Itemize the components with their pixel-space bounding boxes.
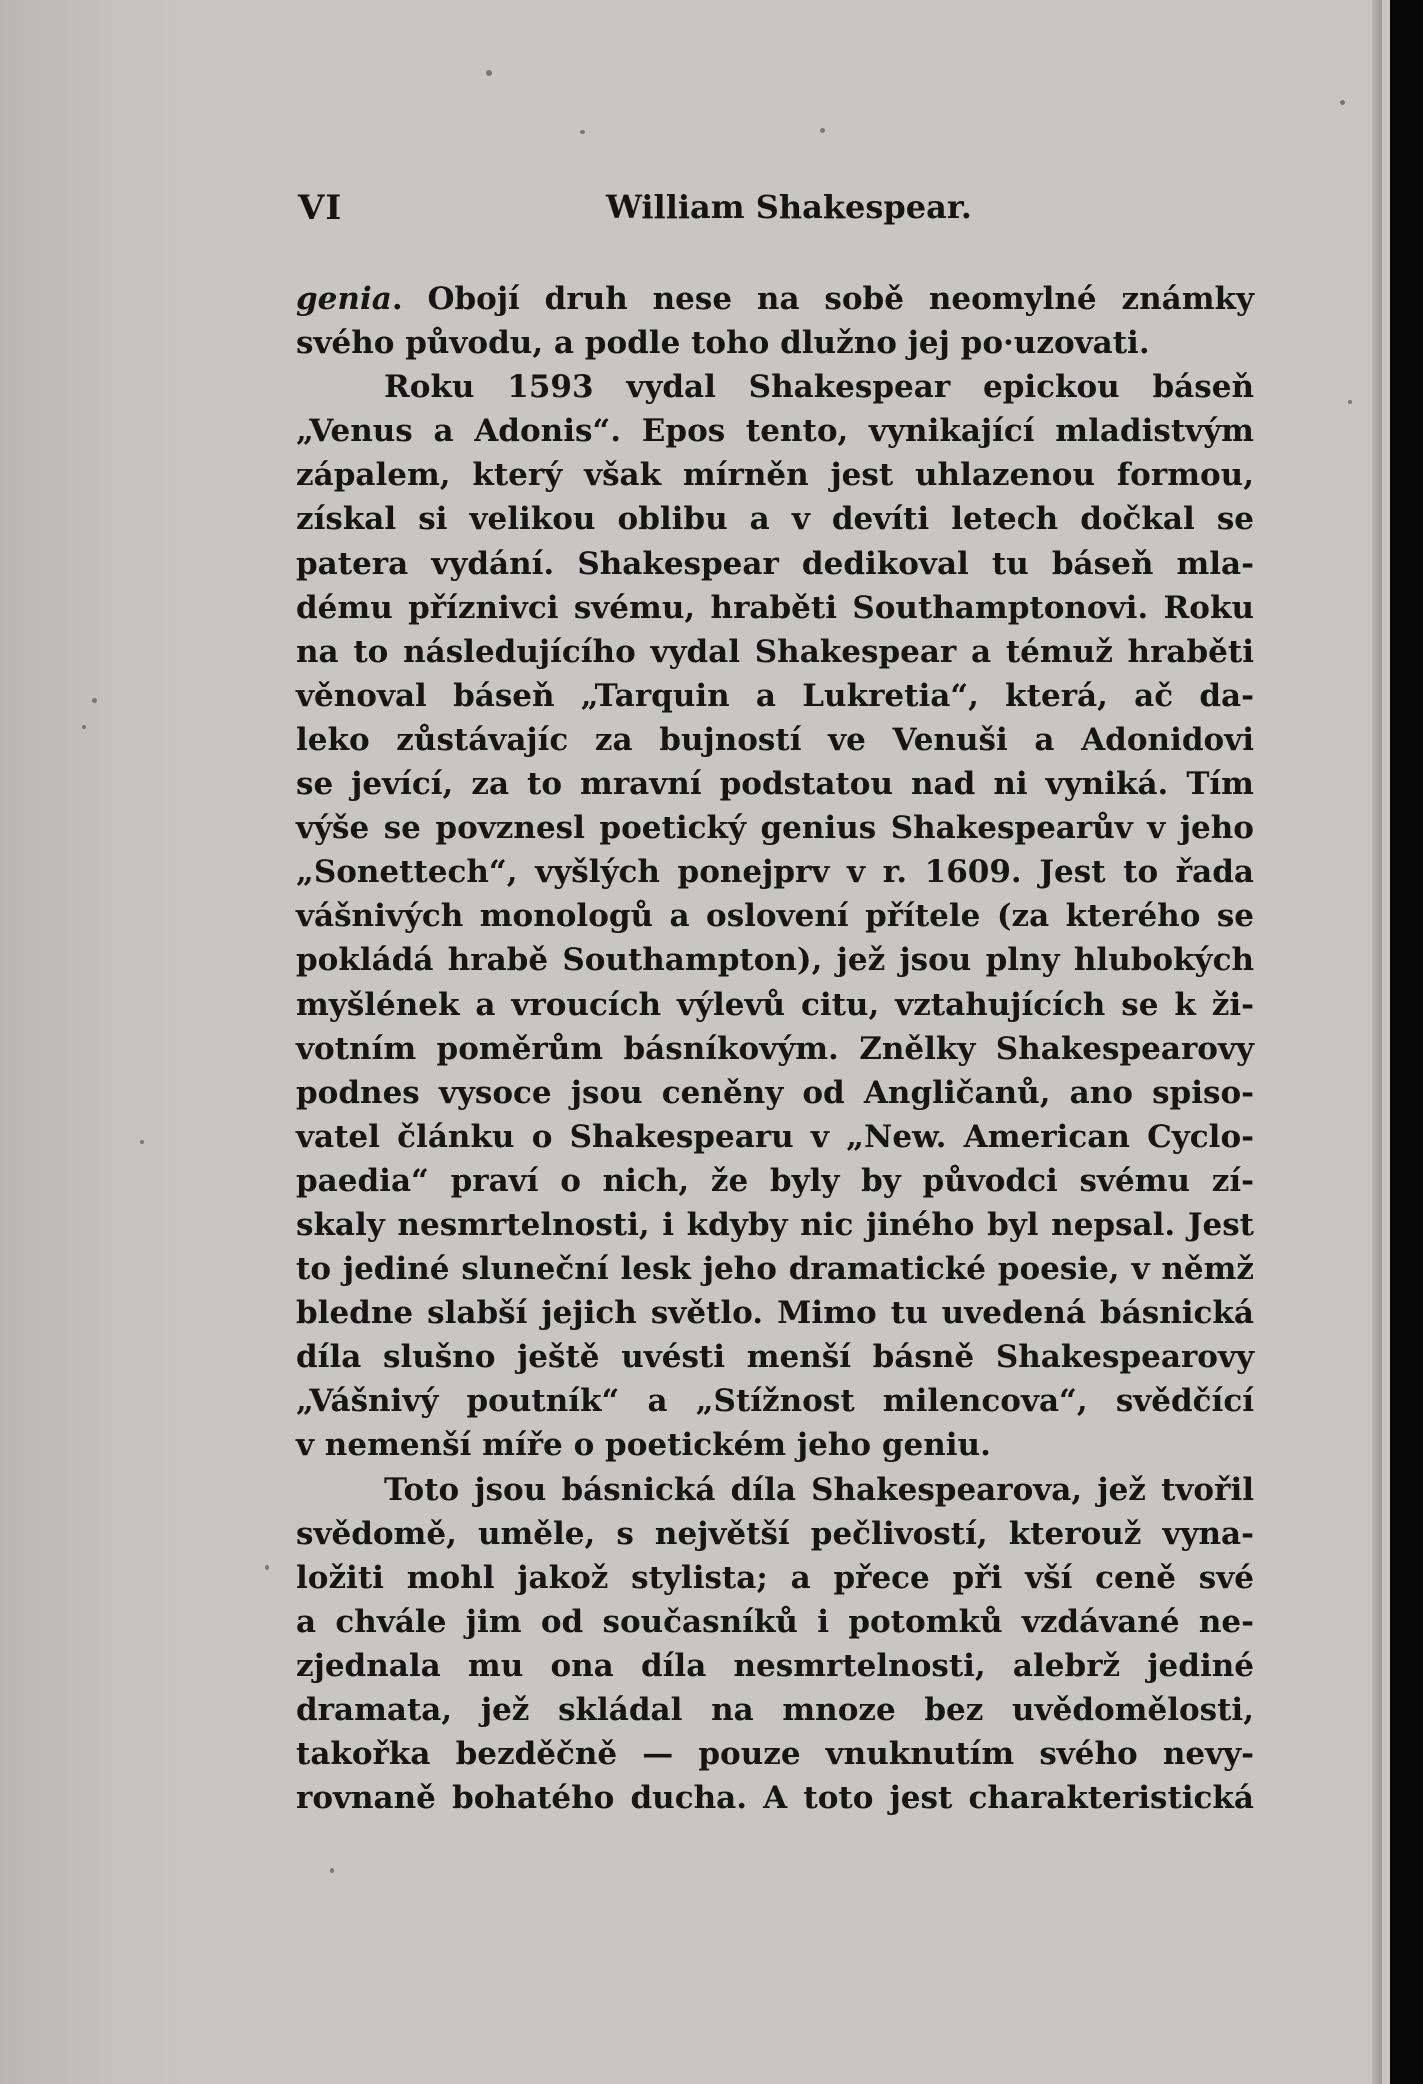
text-line: skaly nesmrtelnosti, i kdyby nic jiného byl nepsal. Jest — [296, 1206, 1254, 1243]
print-speck — [820, 128, 825, 133]
text-line: leko zůstávajíc za bujností ve Venuši a Adonidovi — [296, 721, 1254, 758]
paragraph-first-line: Toto jsou básnická díla Shakespearova, jež tvořil — [384, 1471, 1254, 1508]
text-line: v nemenší míře o poetickém jeho geniu. — [296, 1427, 991, 1464]
text-line: svědomě, uměle, s největší pečlivostí, kterouž vyna- — [296, 1515, 1254, 1552]
print-speck — [486, 70, 492, 76]
text-line: takořka bezděčně — pouze vnuknutím svého nevy- — [296, 1736, 1254, 1773]
page-number: VI — [298, 188, 343, 228]
text-line: zápalem, který však mírněn jest uhlazenou formou, — [296, 457, 1254, 494]
text-line: dému příznivci svému, hraběti Southamptonovi. Roku — [296, 589, 1254, 626]
text-line: bledne slabší jejich světlo. Mimo tu uvedená básnická — [296, 1295, 1254, 1332]
text-line: paedia“ praví o nich, že byly by původci svému zí- — [296, 1162, 1254, 1199]
print-speck — [92, 698, 97, 703]
text-line: podnes vysoce jsou ceněny od Angličanů, ano spiso- — [296, 1074, 1254, 1111]
print-speck — [1340, 100, 1345, 105]
body-text — [296, 277, 1254, 1820]
text-line: věnoval báseň „Tarquin a Lukretia“, která, ač da- — [296, 677, 1254, 714]
text-line: výše se povznesl poetický genius Shakespearův v jeho — [296, 810, 1254, 847]
text-line: a chvále jim od současníků i potomků vzdávané ne- — [296, 1603, 1254, 1640]
text-line: se jevící, za to mravní podstatou nad ni vyniká. Tím — [296, 766, 1254, 803]
page-gutter-shadow — [0, 0, 190, 2084]
page-header — [298, 188, 1253, 238]
italic-word: genia — [296, 281, 392, 317]
text-line: pokládá hrabě Southampton), jež jsou plny hlubokých — [296, 942, 1254, 979]
text-line: vášnivých monologů a oslovení přítele (za kterého se — [296, 898, 1254, 935]
text-line: vatel článku o Shakespearu v „New. American Cyclo- — [296, 1118, 1254, 1155]
text-line: votním poměrům básníkovým. Znělky Shakespearovy — [296, 1030, 1254, 1067]
text-line: rovnaně bohatého ducha. A toto jest charakteristická — [296, 1780, 1254, 1817]
text-line: „Venus a Adonis“. Epos tento, vynikající mladistvým — [296, 413, 1254, 450]
text-line: dramata, jež skládal na mnoze bez uvědomělosti, — [296, 1692, 1254, 1728]
text-line: díla slušno ještě uvésti menší básně Shakespearovy — [296, 1339, 1254, 1376]
print-speck — [82, 725, 86, 729]
text-line: genia. Obojí druh nese na sobě neomylné známky — [296, 281, 1254, 317]
running-title: William Shakespear. — [606, 188, 972, 226]
text-line: zjednala mu ona díla nesmrtelnosti, alebrž jediné — [296, 1647, 1254, 1684]
print-speck — [140, 1140, 144, 1144]
print-speck — [580, 130, 585, 134]
text-line: „Sonettech“, vyšlých ponejprv v r. 1609. Jest to řada — [296, 854, 1254, 891]
text-line: to jediné sluneční lesk jeho dramatické poesie, v němž — [296, 1251, 1254, 1288]
print-speck — [265, 1565, 269, 1570]
text-line: patera vydání. Shakespear dedikoval tu báseň mla- — [296, 545, 1254, 582]
print-speck — [1348, 400, 1352, 404]
text-line: svého původu, a podle toho dlužno jej po·uzovati. — [296, 325, 1150, 362]
text-line: na to následujícího vydal Shakespear a témuž hraběti — [296, 633, 1254, 670]
paragraph-first-line: Roku 1593 vydal Shakespear epickou báseň — [384, 369, 1254, 406]
text-line: získal si velikou oblibu a v devíti letech dočkal se — [296, 501, 1254, 538]
text-line: „Vášnivý poutník“ a „Stížnost milencova“, svědčící — [296, 1383, 1254, 1420]
text-line: ložiti mohl jakož stylista; a přece při vší ceně své — [296, 1559, 1254, 1596]
page-edge — [1372, 0, 1382, 2084]
text-line: myšlének a vroucích výlevů citu, vztahujících se k ži- — [296, 986, 1254, 1023]
print-speck — [330, 1868, 334, 1873]
